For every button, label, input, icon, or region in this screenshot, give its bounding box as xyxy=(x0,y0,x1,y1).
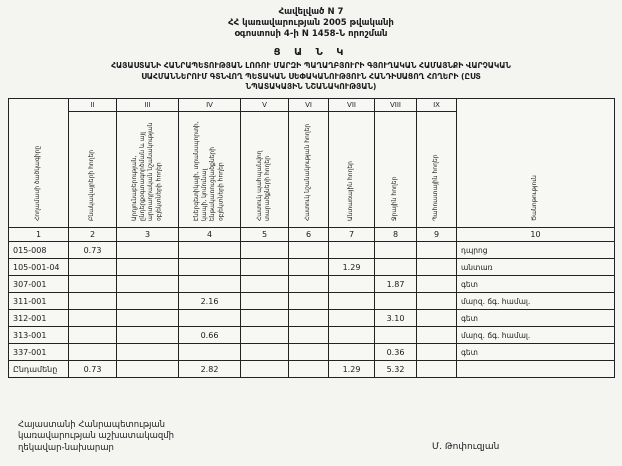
table-row xyxy=(9,242,615,259)
column-number: 6 xyxy=(289,228,329,242)
column-number: 3 xyxy=(117,228,179,242)
area-value-cell xyxy=(69,327,117,344)
area-value-cell xyxy=(417,293,457,310)
signatory-title-line: Հայաստանի Հանրապետության xyxy=(18,419,166,430)
rotated-header-text: Էներգետիկայի, տրանսպորտի, կապի, կոմունալ ենթակառուցվածքների օբյեկտների հողեր xyxy=(193,121,225,222)
area-value-cell: 3.10 xyxy=(375,310,417,327)
area-value-cell xyxy=(417,344,457,361)
totals-label: Ընդամենը xyxy=(9,361,69,378)
note-cell: մարզ. ճգ. համալ. xyxy=(457,327,615,344)
table-row xyxy=(9,259,615,276)
appendix-line: Հավելված N 7 xyxy=(278,7,344,17)
area-value-cell xyxy=(179,259,241,276)
area-value-cell xyxy=(179,310,241,327)
roman-numeral: VIII xyxy=(375,99,417,112)
area-value-cell xyxy=(241,361,289,378)
note-cell: գետ xyxy=(457,344,615,361)
column-number: 8 xyxy=(375,228,417,242)
column-header xyxy=(289,112,329,228)
area-value-cell xyxy=(417,327,457,344)
area-value-cell xyxy=(375,242,417,259)
area-value-cell xyxy=(329,242,375,259)
area-value-cell xyxy=(69,310,117,327)
area-value-cell: 2.16 xyxy=(179,293,241,310)
area-value-cell xyxy=(241,242,289,259)
rotated-header-text: Պահուստային հողեր xyxy=(432,154,440,222)
column-number: 10 xyxy=(457,228,615,242)
area-value-cell xyxy=(117,259,179,276)
table-body xyxy=(9,242,615,378)
area-value-cell: 1.29 xyxy=(329,259,375,276)
column-number: 7 xyxy=(329,228,375,242)
signatory-title-block xyxy=(18,420,174,454)
rotated-header-text: Հատուկ նշանակության հողեր xyxy=(304,123,312,222)
area-value-cell xyxy=(241,276,289,293)
rotated-header-text: Հողամասի ծածկագիրը xyxy=(34,145,42,222)
table-row xyxy=(9,293,615,310)
area-value-cell xyxy=(289,276,329,293)
area-value-cell xyxy=(69,344,117,361)
column-header xyxy=(417,112,457,228)
note-cell xyxy=(457,361,615,378)
parcel-code-cell: 307-001 xyxy=(9,276,69,293)
note-cell: անտառ xyxy=(457,259,615,276)
title-line: ՀԱՅԱՍՏԱՆԻ ՀԱՆՐԱՊԵՏՈՒԹՅԱՆ ԼՈՌՈՒ ՄԱՐԶԻ ՊԱՂԱՂԲՅՈՒՐԻ ԳՅՈՒՂԱԿԱՆ ՀԱՄԱՅՆՔԻ ՎԱՐՉԱԿԱՆ xyxy=(111,61,511,71)
table-row xyxy=(9,327,615,344)
area-value-cell xyxy=(117,327,179,344)
column-number: 5 xyxy=(241,228,289,242)
area-value-cell: 0.73 xyxy=(69,242,117,259)
area-value-cell xyxy=(289,293,329,310)
note-cell: գետ xyxy=(457,310,615,327)
roman-numeral: III xyxy=(117,99,179,112)
roman-numeral: V xyxy=(241,99,289,112)
area-value-cell: 0.36 xyxy=(375,344,417,361)
list-heading: Ց Ա Ն Կ xyxy=(273,47,349,59)
land-parcels-table xyxy=(8,98,615,378)
parcel-code-cell: 311-001 xyxy=(9,293,69,310)
rotated-header-text: Արդյունաբերության, ընդերքօգտագործման և այլ արտադրական նշանակության օբյեկտների հողեր xyxy=(131,122,163,222)
appendix-line: օգոստոսի 4-ի N 1458-Ն որոշման xyxy=(234,29,388,40)
area-value-cell xyxy=(329,293,375,310)
area-value-cell xyxy=(289,361,329,378)
area-value-cell xyxy=(69,293,117,310)
appendix-line: ՀՀ կառավարության 2005 թվականի xyxy=(228,18,394,29)
area-value-cell: 5.32 xyxy=(375,361,417,378)
rotated-header-text: Ջրային հողեր xyxy=(391,176,399,222)
appendix-block xyxy=(8,7,614,40)
rotated-header-text: Հատուկ պահպանվող տարածքների հողեր xyxy=(256,150,272,222)
area-value-cell xyxy=(179,344,241,361)
roman-numeral: VII xyxy=(329,99,375,112)
area-value-cell: 0.73 xyxy=(69,361,117,378)
rotated-header-text: Անտառային հողեր xyxy=(347,161,355,222)
column-header xyxy=(375,112,417,228)
area-value-cell xyxy=(179,242,241,259)
area-value-cell xyxy=(117,344,179,361)
parcel-code-cell: 312-001 xyxy=(9,310,69,327)
column-number: 2 xyxy=(69,228,117,242)
area-value-cell xyxy=(117,361,179,378)
column-number: 1 xyxy=(9,228,69,242)
column-header-parcel-code xyxy=(9,99,69,228)
area-value-cell xyxy=(417,259,457,276)
rotated-header-text: Բնակավայրերի հողեր xyxy=(88,149,96,222)
area-value-cell xyxy=(417,276,457,293)
area-value-cell: 1.29 xyxy=(329,361,375,378)
area-value-cell xyxy=(289,327,329,344)
area-value-cell xyxy=(69,276,117,293)
column-header xyxy=(117,112,179,228)
area-value-cell xyxy=(69,259,117,276)
parcel-code-cell: 313-001 xyxy=(9,327,69,344)
column-number: 9 xyxy=(417,228,457,242)
signatory-name: Մ. Թոփուզյան xyxy=(432,442,500,452)
title-line: ՆՊԱՏԱԿԱՅԻՆ ՆՇԱՆԱԿՈՒԹՅԱՆ) xyxy=(245,82,377,92)
table-row xyxy=(9,310,615,327)
column-number: 4 xyxy=(179,228,241,242)
area-value-cell xyxy=(375,259,417,276)
column-header xyxy=(69,112,117,228)
parcel-code-cell: 015-008 xyxy=(9,242,69,259)
area-value-cell xyxy=(179,276,241,293)
area-value-cell: 0.66 xyxy=(179,327,241,344)
note-cell: մարզ. ճգ. համալ. xyxy=(457,293,615,310)
parcel-code-cell: 105-001-04 xyxy=(9,259,69,276)
area-value-cell xyxy=(289,259,329,276)
note-cell: գետ xyxy=(457,276,615,293)
area-value-cell xyxy=(117,242,179,259)
area-value-cell xyxy=(329,327,375,344)
column-header xyxy=(241,112,289,228)
area-value-cell xyxy=(329,310,375,327)
area-value-cell xyxy=(289,242,329,259)
roman-numeral: II xyxy=(69,99,117,112)
roman-numeral: IX xyxy=(417,99,457,112)
area-value-cell xyxy=(375,293,417,310)
area-value-cell xyxy=(241,259,289,276)
area-value-cell xyxy=(289,344,329,361)
area-value-cell xyxy=(417,361,457,378)
column-number-row xyxy=(9,228,615,242)
area-value-cell xyxy=(417,242,457,259)
page-title xyxy=(11,61,611,93)
area-value-cell xyxy=(241,327,289,344)
totals-row xyxy=(9,361,615,378)
area-value-cell xyxy=(375,327,417,344)
signatory-title-line: կառավարության աշխատակազմի xyxy=(18,431,175,442)
signatory-title-line: ղեկավար-նախարար xyxy=(18,442,114,453)
roman-numeral-row xyxy=(9,99,615,112)
column-header xyxy=(329,112,375,228)
rotated-header-text: Ծանոթություն xyxy=(531,175,539,222)
title-line: ՍԱՀՄԱՆՆԵՐՈՒՄ ԳՏՆՎՈՂ ՊԵՏԱԿԱՆ ՍԵՓԱԿԱՆՈՒԹՅՈՒՆ ՀԱՆԴԻՍԱՑՈՂ ՀՈՂԵՐԻ (ԸՍՏ xyxy=(141,71,481,81)
roman-numeral: VI xyxy=(289,99,329,112)
area-value-cell xyxy=(117,293,179,310)
table-row xyxy=(9,344,615,361)
note-cell: դպրոց xyxy=(457,242,615,259)
area-value-cell xyxy=(241,344,289,361)
area-value-cell xyxy=(417,310,457,327)
area-value-cell xyxy=(117,310,179,327)
area-value-cell xyxy=(241,293,289,310)
column-header xyxy=(179,112,241,228)
area-value-cell xyxy=(289,310,329,327)
column-header-notes xyxy=(457,99,615,228)
area-value-cell xyxy=(241,310,289,327)
parcel-code-cell: 337-001 xyxy=(9,344,69,361)
area-value-cell: 1.87 xyxy=(375,276,417,293)
table-row xyxy=(9,276,615,293)
area-value-cell xyxy=(329,276,375,293)
area-value-cell: 2.82 xyxy=(179,361,241,378)
area-value-cell xyxy=(117,276,179,293)
roman-numeral: IV xyxy=(179,99,241,112)
area-value-cell xyxy=(329,344,375,361)
